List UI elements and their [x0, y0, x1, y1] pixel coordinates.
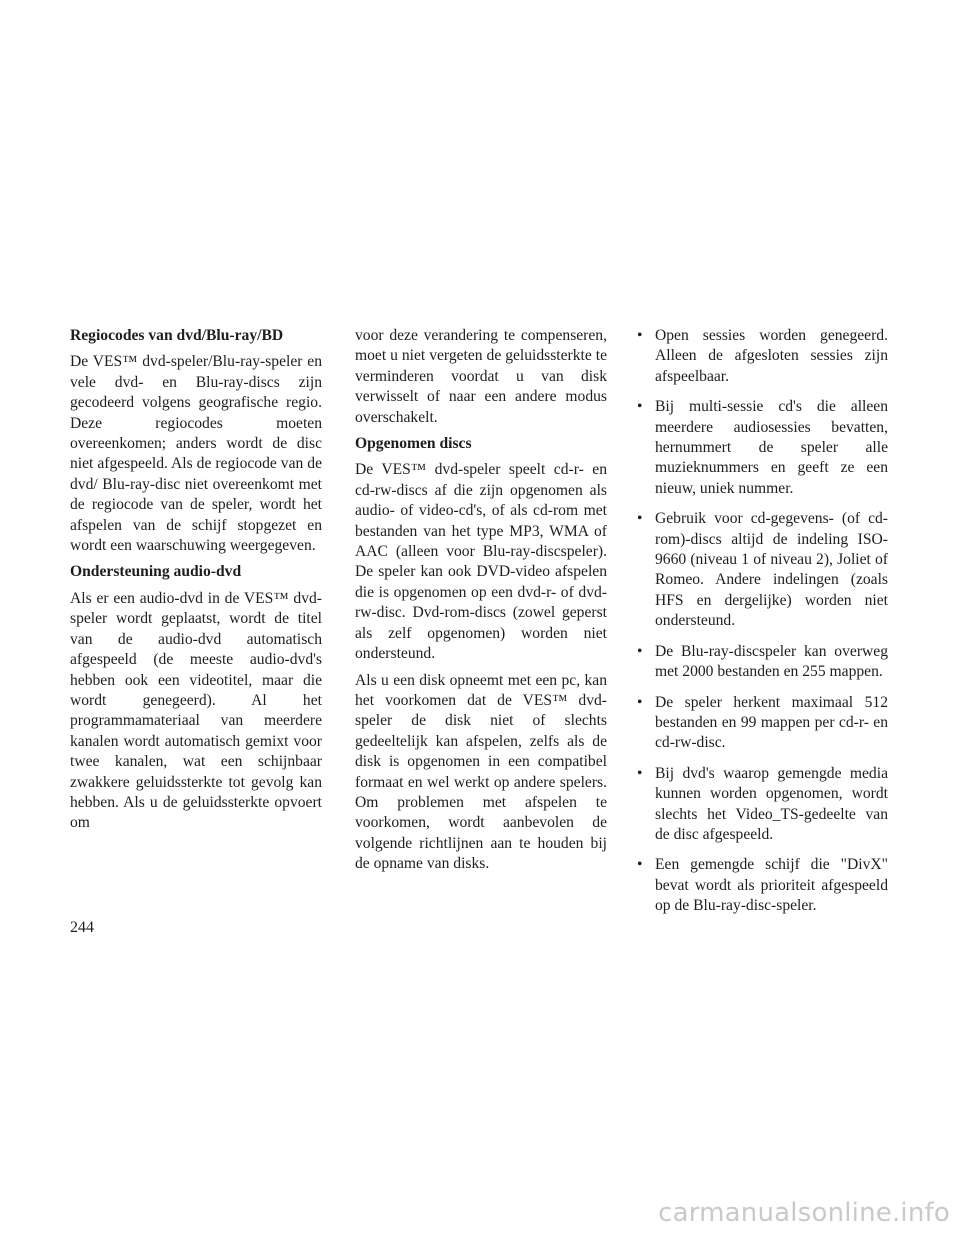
- list-item-text: De speler herkent maximaal 512 bestanden en 99 mappen per cd-r- en cd-rw-disc.: [655, 693, 888, 752]
- bullet-icon: •: [637, 642, 643, 660]
- paragraph-audio-dvd-support: Als er een audio-dvd in de VES™ dvd-speler wordt geplaatst, wordt de titel van de audio-dvd automatisch afgespeeld (de meeste audio-dvd's hebben ook een videotitel, maar die wordt genegeerd). Al het programmamateriaal van meerdere kanalen wordt automatisch gemixt voor twee kanalen, wat een schijnbaar zwakkere geluidssterkte tot gevolg kan hebben. Als u de geluidssterkte opvoert om: [70, 589, 322, 832]
- list-item-text: De Blu-ray-discspeler kan overweg met 2000 bestanden en 255 mappen.: [655, 642, 888, 681]
- guideline-list: [637, 326, 888, 917]
- bullet-icon: •: [637, 856, 643, 874]
- bullet-icon: •: [637, 327, 643, 344]
- bullet-icon: •: [637, 398, 643, 416]
- list-item-text: Bij dvd's waarop gemengde media kunnen worden opgenomen, wordt slechts het Video_TS-gedeelte van de disc afgespeeld.: [655, 764, 888, 843]
- bullet-icon: •: [637, 510, 643, 528]
- list-item: [637, 764, 888, 846]
- heading-audio-dvd-support: Ondersteuning audio-dvd: [70, 563, 242, 581]
- list-item: [637, 642, 888, 683]
- list-item: [637, 509, 888, 631]
- list-item: [637, 397, 888, 499]
- paragraph-volume-continued: voor deze verandering te compenseren, moet u niet vergeten de geluidssterkte te verminderen voordat u van disk verwisselt of naar een andere modus overschakelt.: [355, 327, 607, 426]
- page-number: 244: [70, 919, 94, 936]
- list-item: [637, 855, 888, 916]
- bullet-icon: •: [637, 764, 643, 782]
- list-item-text: Gebruik voor cd-gegevens- (of cd-rom)-discs altijd de indeling ISO-9660 (niveau 1 of niveau 2), Joliet of Romeo. Andere indelingen (zoals HFS en dergelijke) worden niet ondersteund.: [655, 510, 888, 630]
- heading-region-codes: Regiocodes van dvd/Blu-ray/BD: [70, 327, 284, 344]
- list-item-text: Open sessies worden genegeerd. Alleen de afgesloten sessies zijn afspeelbaar.: [655, 327, 888, 385]
- column-middle: [355, 326, 607, 881]
- bullet-icon: •: [637, 693, 643, 711]
- list-item-text: Bij multi-sessie cd's die alleen meerdere audiosessies bevatten, hernummert de speler alle muzieknummers en geeft ze een nieuw, uniek nummer.: [655, 398, 888, 497]
- list-item: [637, 326, 888, 387]
- paragraph-pc-recording: Als u een disk opneemt met een pc, kan het voorkomen dat de VES™ dvd-speler de disk niet of slechts gedeeltelijk kan afspelen, zelfs als de disk is opgenomen in een compatibel formaat en wel werkt op andere spelers. Om problemen met afspelen te voorkomen, wordt aanbevolen de volgende richtlijnen aan te houden bij de opname van disks.: [355, 671, 607, 873]
- column-right: [637, 326, 888, 927]
- watermark: carmanualsonline.info: [658, 1198, 950, 1228]
- paragraph-region-codes: De VES™ dvd-speler/Blu-ray-speler en vele dvd- en Blu-ray-discs zijn gecodeerd volgens geografische regio. Deze regiocodes moeten overeenkomen; anders wordt de disc niet afgespeeld. Als de regiocode van de dvd/ Blu-ray-disc niet overeenkomt met de regiocode van de speler, wordt het afspelen van de schijf stopgezet en wordt een waarschuwing weergegeven.: [70, 353, 322, 555]
- paragraph-recorded-discs: De VES™ dvd-speler speelt cd-r- en cd-rw-discs af die zijn opgenomen als audio- of video-cd's, of als cd-rom met bestanden van het type MP3, WMA of AAC (alleen voor Blu-ray-discspeler). De speler kan ook DVD-video afspelen die is opgenomen op een dvd-r- of dvd-rw-disc. Dvd-rom-discs (zowel geperst als zelf opgenomen) worden niet ondersteund.: [355, 461, 607, 663]
- list-item-text: Een gemengde schijf die "DivX" bevat wordt als prioriteit afgespeeld op de Blu-ray-disc-speler.: [655, 856, 888, 915]
- list-item: [637, 693, 888, 754]
- column-left: [70, 326, 322, 840]
- heading-recorded-discs: Opgenomen discs: [355, 435, 472, 453]
